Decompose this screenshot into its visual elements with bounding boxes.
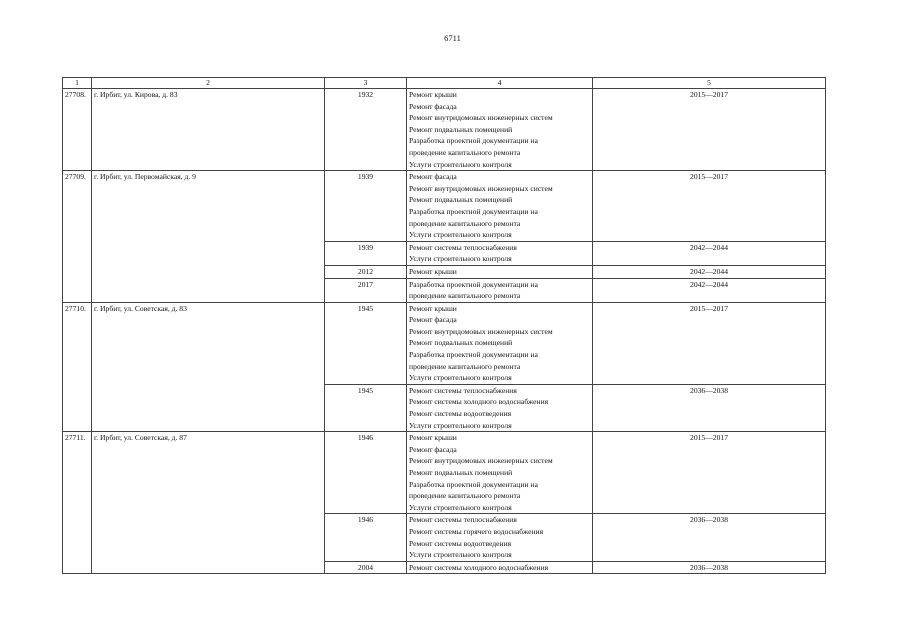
repair-period: 2015—2017 [593,302,826,384]
table-body [63,78,826,574]
column-header: 1 [63,78,92,89]
work-list [407,302,593,384]
repair-period: 2036—2038 [593,514,826,561]
table-row [63,89,826,171]
building-address: г. Ирбит, ул. Советская, д. 83 [92,302,325,432]
work-item: Ремонт внутридомовых инженерных систем [409,326,553,336]
work-item: проведение капитального ремонта [409,491,521,501]
work-item: Ремонт подвальных помещений [409,468,513,477]
repair-schedule-table [62,77,826,574]
work-item: Ремонт системы теплоснабжения [409,515,517,525]
page-number: 6711 [444,33,461,43]
work-item: проведение капитального ремонта [409,291,521,301]
work-item: Ремонт подвальных помещений [409,338,513,348]
work-item: Услуги строительного контроля [409,159,512,169]
repair-period: 2036—2038 [593,561,826,574]
column-number-row [63,78,826,89]
work-item: Разработка проектной документации на [409,136,538,146]
work-item: Ремонт системы холодного водоснабжения [409,562,549,572]
work-item: Ремонт системы теплоснабжения [409,242,517,252]
work-item: Ремонт крыши [409,90,457,99]
repair-period: 2042—2044 [593,278,826,302]
repair-period: 2015—2017 [593,171,826,242]
building-address: г. Ирбит, ул. Кирова, д. 83 [92,89,325,171]
entry-number: 27708. [63,89,92,171]
work-list [407,278,593,302]
construction-year: 2004 [325,561,407,574]
work-item: Ремонт внутридомовых инженерных систем [409,456,553,466]
work-item: Ремонт крыши [409,266,457,276]
work-item: Ремонт системы холодного водоснабжения [409,397,549,407]
construction-year: 1946 [325,514,407,561]
work-item: Ремонт внутридомовых инженерных систем [409,113,553,123]
work-item: проведение капитального ремонта [409,147,521,157]
work-item: Ремонт системы теплоснабжения [409,385,517,395]
construction-year: 1939 [325,241,407,265]
work-item: Ремонт фасада [409,444,457,454]
work-list [407,432,593,514]
construction-year: 1945 [325,384,407,431]
entry-number: 27710. [63,302,92,432]
work-item: Ремонт системы водоотведения [409,538,512,548]
work-item: Услуги строительного контроля [409,230,512,240]
work-item: Ремонт крыши [409,433,457,443]
repair-period: 2042—2044 [593,241,826,265]
column-header: 4 [407,78,593,89]
work-item: Разработка проектной документации на [409,350,538,360]
work-item: Ремонт фасада [409,315,457,325]
work-item: Ремонт системы горячего водоснабжения [409,526,544,536]
work-list [407,384,593,431]
column-header: 5 [593,78,826,89]
work-item: Ремонт подвальных помещений [409,195,513,205]
entry-number: 27709. [63,171,92,303]
table-row [63,302,826,384]
construction-year: 1932 [325,89,407,171]
work-list [407,561,593,574]
work-list [407,265,593,278]
construction-year: 1946 [325,432,407,514]
construction-year: 1945 [325,302,407,384]
work-item: проведение капитального ремонта [409,361,521,371]
table-row [63,171,826,242]
repair-period: 2015—2017 [593,89,826,171]
construction-year: 1939 [325,171,407,242]
work-item: Услуги строительного контроля [409,373,512,383]
work-list [407,171,593,242]
work-item: Ремонт фасада [409,172,457,182]
repair-period: 2042—2044 [593,265,826,278]
work-item: Ремонт системы водоотведения [409,409,512,419]
building-address: г. Ирбит, ул. Первомайская, д. 9 [92,171,325,303]
work-item: Услуги строительного контроля [409,420,512,430]
construction-year: 2017 [325,278,407,302]
work-list [407,241,593,265]
work-item: Ремонт подвальных помещений [409,124,513,134]
building-address: г. Ирбит, ул. Советская, д. 87 [92,432,325,574]
entry-number: 27711. [63,432,92,574]
construction-year: 2012 [325,265,407,278]
work-item: Разработка проектной документации на [409,479,538,489]
table-row [63,432,826,514]
work-item: проведение капитального ремонта [409,218,521,228]
work-item: Ремонт крыши [409,303,457,313]
column-header: 2 [92,78,325,89]
work-item: Разработка проектной документации на [409,279,538,289]
work-item: Услуги строительного контроля [409,502,512,512]
repair-period: 2036—2038 [593,384,826,431]
work-item: Ремонт внутридомовых инженерных систем [409,183,553,193]
work-item: Ремонт фасада [409,101,457,111]
work-list [407,89,593,171]
work-list [407,514,593,561]
work-item: Разработка проектной документации на [409,206,538,216]
repair-period: 2015—2017 [593,432,826,514]
work-item: Услуги строительного контроля [409,254,512,264]
column-header: 3 [325,78,407,89]
work-item: Услуги строительного контроля [409,550,512,560]
